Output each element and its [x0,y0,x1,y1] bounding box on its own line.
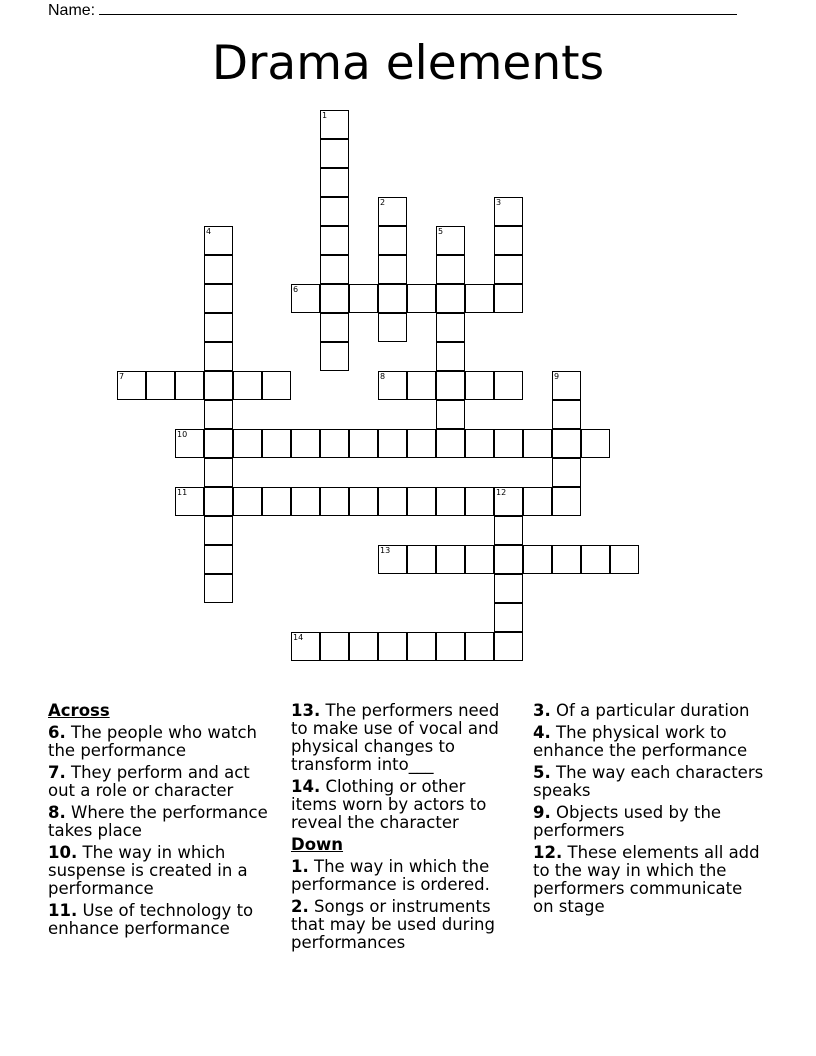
crossword-cell[interactable] [407,487,436,516]
crossword-cell[interactable] [233,429,262,458]
crossword-cell[interactable] [494,632,523,661]
crossword-cell[interactable] [378,487,407,516]
crossword-cell[interactable] [320,284,349,313]
clue-across-6: 6. The people who watch the performance [48,723,258,760]
crossword-cell[interactable] [436,371,465,400]
clue-down-4: 4. The physical work to enhance the performance [533,723,748,760]
clues-column-1 [48,702,273,942]
crossword-cell[interactable] [204,545,233,574]
crossword-cell[interactable] [175,371,204,400]
crossword-cell[interactable] [204,487,233,516]
crossword-cell[interactable] [320,487,349,516]
crossword-cell[interactable] [378,284,407,313]
crossword-cell[interactable] [320,342,349,371]
crossword-cell[interactable] [436,632,465,661]
crossword-cell[interactable] [436,429,465,458]
crossword-cell[interactable] [465,284,494,313]
crossword-cell[interactable] [378,255,407,284]
crossword-cell[interactable] [320,313,349,342]
crossword-cell[interactable] [581,545,610,574]
clue-number: 10 [177,430,188,439]
crossword-cell[interactable] [262,487,291,516]
clue-number: 2 [380,198,386,207]
clue-number: 13 [380,546,391,555]
crossword-cell[interactable] [494,284,523,313]
crossword-cell[interactable] [494,255,523,284]
crossword-cell[interactable] [320,168,349,197]
crossword-cell[interactable] [204,400,233,429]
crossword-cell[interactable] [146,371,175,400]
crossword-cell[interactable] [349,487,378,516]
page-title: Drama elements [211,36,605,91]
crossword-cell[interactable] [523,429,552,458]
crossword-cell[interactable] [552,429,581,458]
clue-down-2: 2. Songs or instruments that may be used during performances [291,897,495,952]
clue-across-10: 10. The way in which suspense is created in a performance [48,843,248,898]
crossword-cell[interactable] [320,632,349,661]
crossword-cell[interactable] [436,545,465,574]
crossword-cell[interactable] [378,313,407,342]
crossword-cell[interactable] [204,313,233,342]
crossword-cell[interactable] [494,371,523,400]
clue-number: 8 [380,372,386,381]
crossword-cell[interactable] [552,487,581,516]
crossword-cell[interactable] [407,545,436,574]
crossword-cell[interactable] [494,487,523,516]
crossword-cell[interactable] [378,197,407,226]
crossword-cell[interactable] [175,429,204,458]
clue-down-5: 5. The way each characters speaks [533,763,764,800]
crossword-cell[interactable] [523,487,552,516]
clue-down-9: 9. Objects used by the performers [533,803,722,840]
clue-number: 11 [177,488,188,497]
clues-column-2 [291,702,516,956]
crossword-cell[interactable] [465,632,494,661]
crossword-cell[interactable] [494,226,523,255]
crossword-cell[interactable] [204,255,233,284]
crossword-cell[interactable] [349,284,378,313]
crossword-cell[interactable] [494,603,523,632]
clue-number: 12 [496,488,507,497]
clue-number: 1 [322,111,328,120]
crossword-cell[interactable] [320,197,349,226]
crossword-cell[interactable] [204,226,233,255]
crossword-cell[interactable] [552,371,581,400]
crossword-cell[interactable] [436,400,465,429]
clue-across-14: 14. Clothing or other items worn by actors to reveal the character [291,777,487,832]
clue-across-7: 7. They perform and act out a role or character [48,763,250,800]
crossword-cell[interactable] [204,284,233,313]
crossword-cell[interactable] [204,458,233,487]
down-heading: Down [291,835,344,854]
clue-number: 9 [554,372,560,381]
crossword-cell[interactable] [204,516,233,545]
clue-down-12: 12. These elements all add to the way in which the performers communicate on stage [533,843,760,916]
crossword-cell[interactable] [291,284,320,313]
crossword-cell[interactable] [436,255,465,284]
clue-number: 5 [438,227,444,236]
crossword-cell[interactable] [436,313,465,342]
clue-number: 14 [293,633,304,642]
crossword-cell[interactable] [407,632,436,661]
crossword-cell[interactable] [552,545,581,574]
crossword-cell[interactable] [117,371,146,400]
crossword-cell[interactable] [523,545,552,574]
clue-number: 6 [293,285,299,294]
crossword-cell[interactable] [552,400,581,429]
crossword-cell[interactable] [378,226,407,255]
crossword-cell[interactable] [407,371,436,400]
crossword-cell[interactable] [204,371,233,400]
clue-across-13: 13. The performers need to make use of vocal and physical changes to transform into___ [291,701,500,774]
crossword-cell[interactable] [320,255,349,284]
crossword-cell[interactable] [494,545,523,574]
clue-across-8: 8. Where the performance takes place [48,803,268,840]
name-label: Name: [48,2,96,19]
crossword-cell[interactable] [552,458,581,487]
crossword-cell[interactable] [320,139,349,168]
crossword-cell[interactable] [378,429,407,458]
crossword-cell[interactable] [291,429,320,458]
crossword-cell[interactable] [436,342,465,371]
crossword-cell[interactable] [407,284,436,313]
crossword-cell[interactable] [436,487,465,516]
crossword-cell[interactable] [320,226,349,255]
crossword-cell[interactable] [494,429,523,458]
crossword-cell[interactable] [233,487,262,516]
crossword-cell[interactable] [378,545,407,574]
clue-number: 4 [206,227,212,236]
crossword-cell[interactable] [349,632,378,661]
crossword-cell[interactable] [291,487,320,516]
crossword-cell[interactable] [465,371,494,400]
clue-down-1: 1. The way in which the performance is ordered. [291,857,490,894]
crossword-cell[interactable] [465,487,494,516]
crossword-cell[interactable] [407,429,436,458]
crossword-cell[interactable] [320,110,349,139]
crossword-cell[interactable] [349,429,378,458]
clue-across-11: 11. Use of technology to enhance performance [48,901,254,938]
crossword-cell[interactable] [204,429,233,458]
crossword-cell[interactable] [204,342,233,371]
crossword-cell[interactable] [494,516,523,545]
crossword-cell[interactable] [320,429,349,458]
crossword-cell[interactable] [175,487,204,516]
crossword-cell[interactable] [436,284,465,313]
crossword-cell[interactable] [291,632,320,661]
crossword-cell[interactable] [610,545,639,574]
crossword-cell[interactable] [581,429,610,458]
crossword-cell[interactable] [436,226,465,255]
crossword-cell[interactable] [494,574,523,603]
clues-column-3 [533,702,768,920]
clue-number: 3 [496,198,502,207]
crossword-cell[interactable] [204,574,233,603]
crossword-cell[interactable] [262,429,291,458]
crossword-cell[interactable] [378,632,407,661]
across-heading: Across [48,701,110,720]
crossword-cell[interactable] [233,371,262,400]
crossword-cell[interactable] [378,371,407,400]
clue-number: 7 [119,372,125,381]
crossword-cell[interactable] [465,545,494,574]
crossword-cell[interactable] [262,371,291,400]
clue-down-3: 3. Of a particular duration [533,701,750,720]
crossword-cell[interactable] [494,197,523,226]
crossword-cell[interactable] [465,429,494,458]
